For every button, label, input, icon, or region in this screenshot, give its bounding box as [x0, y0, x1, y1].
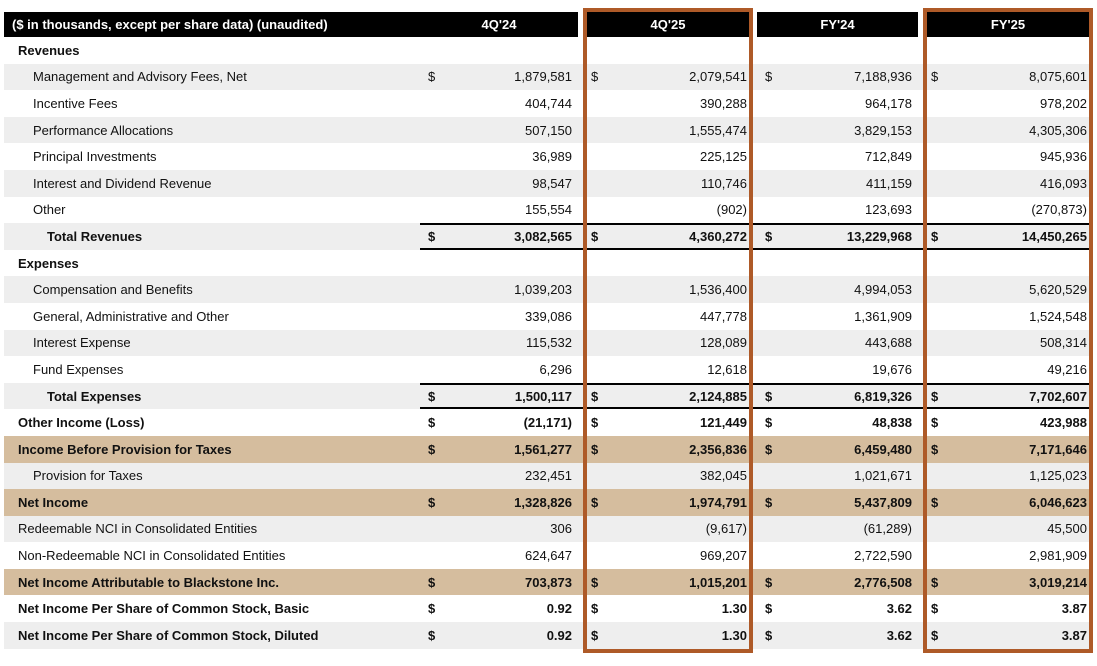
table-row	[4, 516, 1093, 543]
dollar-sign: $	[931, 494, 939, 510]
cell-value: 5,620,529	[1029, 282, 1087, 298]
value-cell-fy25	[923, 489, 1093, 516]
cell-value: 6,819,326	[854, 388, 912, 404]
cell-value: 1,561,277	[514, 441, 572, 457]
value-cell-4q24	[420, 516, 578, 543]
value-cell-fy25	[923, 90, 1093, 117]
cell-value: 3.87	[1061, 601, 1087, 617]
table-body	[4, 37, 1093, 649]
row-label: Compensation and Benefits	[33, 282, 193, 298]
cell-value: 36,989	[532, 149, 572, 165]
cell-value: (61,289)	[863, 521, 912, 537]
cell-value: 0.92	[546, 627, 572, 643]
row-label: Expenses	[18, 255, 79, 271]
dollar-sign: $	[931, 627, 939, 643]
cell-value: 8,075,601	[1029, 69, 1087, 85]
value-cell-fy24	[757, 409, 918, 436]
cell-value: 2,124,885	[689, 388, 747, 404]
cell-value: 306	[550, 521, 572, 537]
value-cell-4q25	[583, 303, 753, 330]
cell-value: 1,536,400	[689, 282, 747, 298]
dollar-sign: $	[765, 574, 773, 590]
row-label: Total Expenses	[47, 388, 142, 404]
value-cell-4q25	[583, 436, 753, 463]
cell-value: 978,202	[1040, 95, 1087, 111]
cell-value: 121,449	[700, 415, 747, 431]
dollar-sign: $	[765, 627, 773, 643]
cell-value: 225,125	[700, 149, 747, 165]
value-cell-fy25	[923, 436, 1093, 463]
value-cell-fy25	[923, 463, 1093, 490]
value-cell-4q24	[420, 276, 578, 303]
cell-value: 3,829,153	[854, 122, 912, 138]
value-cell-fy25	[923, 37, 1093, 64]
value-cell-fy25	[923, 409, 1093, 436]
dollar-sign: $	[428, 388, 436, 404]
table-row	[4, 569, 1093, 596]
dollar-sign: $	[428, 494, 436, 510]
value-cell-4q25	[583, 117, 753, 144]
value-cell-4q24	[420, 383, 578, 410]
value-cell-fy25	[923, 330, 1093, 357]
value-cell-4q25	[583, 276, 753, 303]
table-row	[4, 622, 1093, 649]
dollar-sign: $	[931, 441, 939, 457]
cell-value: 3.62	[886, 627, 912, 643]
dollar-sign: $	[931, 69, 939, 85]
value-cell-fy24	[757, 622, 918, 649]
cell-value: (9,617)	[705, 521, 747, 537]
cell-value: 1,555,474	[689, 122, 747, 138]
table-row	[4, 117, 1093, 144]
value-cell-fy25	[923, 64, 1093, 91]
value-cell-fy25	[923, 197, 1093, 224]
value-cell-4q25	[583, 223, 753, 250]
value-cell-fy24	[757, 37, 918, 64]
cell-value: 1,524,548	[1029, 308, 1087, 324]
row-label: Non-Redeemable NCI in Consolidated Entities	[18, 548, 286, 564]
value-cell-4q25	[583, 170, 753, 197]
value-cell-4q24	[420, 356, 578, 383]
column-header-fy24: FY'24	[757, 12, 918, 37]
dollar-sign: $	[591, 574, 599, 590]
value-cell-4q24	[420, 436, 578, 463]
value-cell-4q24	[420, 223, 578, 250]
cell-value: 447,778	[700, 308, 747, 324]
row-label: Total Revenues	[47, 228, 143, 244]
dollar-sign: $	[931, 415, 939, 431]
value-cell-4q24	[420, 303, 578, 330]
column-header-fy25: FY'25	[923, 12, 1093, 37]
value-cell-4q24	[420, 595, 578, 622]
cell-value: 508,314	[1040, 335, 1087, 351]
value-cell-4q24	[420, 622, 578, 649]
cell-value: 339,086	[525, 308, 572, 324]
cell-value: 128,089	[700, 335, 747, 351]
table-row	[4, 64, 1093, 91]
value-cell-fy25	[923, 356, 1093, 383]
value-cell-4q25	[583, 622, 753, 649]
value-cell-4q24	[420, 117, 578, 144]
row-label: Interest and Dividend Revenue	[33, 175, 212, 191]
cell-value: 404,744	[525, 95, 572, 111]
cell-value: 2,981,909	[1029, 548, 1087, 564]
cell-value: 123,693	[865, 202, 912, 218]
row-label: Revenues	[18, 42, 80, 58]
cell-value: 49,216	[1047, 361, 1087, 377]
value-cell-fy24	[757, 330, 918, 357]
cell-value: 411,159	[865, 175, 912, 191]
cell-value: 1,015,201	[689, 574, 747, 590]
cell-value: 2,722,590	[854, 548, 912, 564]
value-cell-fy24	[757, 303, 918, 330]
value-cell-fy24	[757, 117, 918, 144]
value-cell-4q24	[420, 197, 578, 224]
cell-value: 443,688	[865, 335, 912, 351]
cell-value: 232,451	[525, 468, 572, 484]
row-label: Interest Expense	[33, 335, 131, 351]
cell-value: 507,150	[525, 122, 572, 138]
cell-value: 7,188,936	[854, 69, 912, 85]
value-cell-4q25	[583, 383, 753, 410]
cell-value: 390,288	[700, 95, 747, 111]
value-cell-fy25	[923, 223, 1093, 250]
row-label: Redeemable NCI in Consolidated Entities	[18, 521, 258, 537]
value-cell-4q24	[420, 64, 578, 91]
cell-value: 3,019,214	[1029, 574, 1087, 590]
row-label: Net Income Per Share of Common Stock, Basic	[18, 601, 310, 617]
table-row	[4, 143, 1093, 170]
dollar-sign: $	[428, 441, 436, 457]
dollar-sign: $	[591, 69, 599, 85]
value-cell-fy25	[923, 569, 1093, 596]
value-cell-4q24	[420, 37, 578, 64]
table-row	[4, 436, 1093, 463]
value-cell-fy24	[757, 143, 918, 170]
value-cell-fy25	[923, 250, 1093, 277]
dollar-sign: $	[765, 388, 773, 404]
cell-value: 155,554	[525, 202, 572, 218]
value-cell-fy25	[923, 117, 1093, 144]
table-row	[4, 542, 1093, 569]
value-cell-fy24	[757, 170, 918, 197]
cell-value: 110,746	[700, 175, 747, 191]
cell-value: 2,079,541	[689, 69, 747, 85]
cell-value: 48,838	[872, 415, 912, 431]
value-cell-4q24	[420, 542, 578, 569]
value-cell-4q25	[583, 542, 753, 569]
column-header-4q25: 4Q'25	[583, 12, 753, 37]
value-cell-fy24	[757, 569, 918, 596]
value-cell-4q24	[420, 170, 578, 197]
cell-value: 3.87	[1061, 627, 1087, 643]
dollar-sign: $	[591, 494, 599, 510]
value-cell-4q24	[420, 569, 578, 596]
value-cell-4q25	[583, 595, 753, 622]
value-cell-4q24	[420, 489, 578, 516]
table-row	[4, 463, 1093, 490]
cell-value: 1,125,023	[1029, 468, 1087, 484]
value-cell-4q25	[583, 197, 753, 224]
cell-value: 0.92	[546, 601, 572, 617]
dollar-sign: $	[765, 228, 773, 244]
dollar-sign: $	[428, 627, 436, 643]
cell-value: 115,532	[525, 335, 572, 351]
value-cell-4q24	[420, 143, 578, 170]
section-row	[4, 250, 1093, 277]
table-row	[4, 276, 1093, 303]
table-row	[4, 170, 1093, 197]
cell-value: 423,988	[1040, 415, 1087, 431]
dollar-sign: $	[765, 494, 773, 510]
cell-value: 5,437,809	[854, 494, 912, 510]
dollar-sign: $	[428, 69, 436, 85]
row-label: Management and Advisory Fees, Net	[33, 69, 247, 85]
value-cell-4q25	[583, 463, 753, 490]
cell-value: 1,039,203	[514, 282, 572, 298]
value-cell-4q24	[420, 409, 578, 436]
value-cell-4q24	[420, 463, 578, 490]
cell-value: 1.30	[721, 601, 747, 617]
row-label: Other	[33, 202, 66, 218]
cell-value: 19,676	[872, 361, 912, 377]
table-row	[4, 223, 1093, 250]
column-header-4q24: 4Q'24	[420, 12, 578, 37]
value-cell-fy24	[757, 250, 918, 277]
dollar-sign: $	[931, 574, 939, 590]
cell-value: 969,207	[700, 548, 747, 564]
table-row	[4, 595, 1093, 622]
table-row	[4, 303, 1093, 330]
cell-value: 3,082,565	[514, 228, 572, 244]
dollar-sign: $	[765, 441, 773, 457]
cell-value: 1,879,581	[514, 69, 572, 85]
cell-value: 2,776,508	[854, 574, 912, 590]
row-label: Other Income (Loss)	[18, 415, 145, 431]
cell-value: 1,974,791	[689, 494, 747, 510]
dollar-sign: $	[931, 388, 939, 404]
cell-value: (902)	[716, 202, 747, 218]
cell-value: 4,305,306	[1029, 122, 1087, 138]
value-cell-4q25	[583, 569, 753, 596]
value-cell-4q24	[420, 90, 578, 117]
table-row	[4, 330, 1093, 357]
cell-value: 416,093	[1040, 175, 1087, 191]
row-label: Fund Expenses	[33, 361, 124, 377]
value-cell-fy24	[757, 90, 918, 117]
dollar-sign: $	[931, 228, 939, 244]
value-cell-fy24	[757, 197, 918, 224]
value-cell-fy25	[923, 303, 1093, 330]
cell-value: 945,936	[1040, 149, 1087, 165]
value-cell-fy24	[757, 356, 918, 383]
cell-value: 1,021,671	[854, 468, 912, 484]
row-label: Performance Allocations	[33, 122, 174, 138]
cell-value: 712,849	[865, 149, 912, 165]
cell-value: 1,500,117	[514, 388, 572, 404]
section-row	[4, 37, 1093, 64]
value-cell-fy25	[923, 542, 1093, 569]
value-cell-fy25	[923, 143, 1093, 170]
row-label: Income Before Provision for Taxes	[18, 441, 232, 457]
cell-value: 45,500	[1047, 521, 1087, 537]
value-cell-fy24	[757, 223, 918, 250]
cell-value: 703,873	[525, 574, 572, 590]
cell-value: 1.30	[721, 627, 747, 643]
value-cell-4q25	[583, 409, 753, 436]
value-cell-4q25	[583, 330, 753, 357]
value-cell-fy24	[757, 463, 918, 490]
dollar-sign: $	[428, 228, 436, 244]
row-label: Net Income Attributable to Blackstone Inc.	[18, 574, 280, 590]
value-cell-fy24	[757, 383, 918, 410]
value-cell-4q25	[583, 356, 753, 383]
cell-value: 4,994,053	[854, 282, 912, 298]
table-header-row	[4, 12, 1093, 37]
cell-value: 14,450,265	[1021, 228, 1087, 244]
value-cell-4q25	[583, 516, 753, 543]
row-label: Provision for Taxes	[33, 468, 143, 484]
dollar-sign: $	[591, 388, 599, 404]
value-cell-fy25	[923, 383, 1093, 410]
cell-value: 2,356,836	[689, 441, 747, 457]
value-cell-4q24	[420, 250, 578, 277]
row-label: Principal Investments	[33, 149, 157, 165]
value-cell-fy25	[923, 595, 1093, 622]
cell-value: 13,229,968	[846, 228, 912, 244]
dollar-sign: $	[428, 415, 436, 431]
cell-value: 6,459,480	[854, 441, 912, 457]
dollar-sign: $	[591, 441, 599, 457]
value-cell-fy24	[757, 489, 918, 516]
table-row	[4, 197, 1093, 224]
row-label: Net Income	[18, 494, 89, 510]
cell-value: 98,547	[532, 175, 572, 191]
row-label: Net Income Per Share of Common Stock, Diluted	[18, 627, 319, 643]
financial-table	[4, 12, 1093, 649]
value-cell-4q25	[583, 489, 753, 516]
cell-value: 7,171,646	[1029, 441, 1087, 457]
value-cell-fy24	[757, 276, 918, 303]
value-cell-4q25	[583, 90, 753, 117]
row-label: Incentive Fees	[33, 95, 118, 111]
value-cell-fy25	[923, 622, 1093, 649]
cell-value: 1,361,909	[854, 308, 912, 324]
value-cell-fy24	[757, 64, 918, 91]
table-title: ($ in thousands, except per share data) (unaudited)	[4, 12, 420, 37]
table-row	[4, 90, 1093, 117]
row-label: General, Administrative and Other	[33, 308, 229, 324]
dollar-sign: $	[428, 601, 436, 617]
value-cell-fy25	[923, 516, 1093, 543]
cell-value: 624,647	[525, 548, 572, 564]
cell-value: 12,618	[707, 361, 747, 377]
dollar-sign: $	[591, 415, 599, 431]
dollar-sign: $	[765, 601, 773, 617]
value-cell-fy24	[757, 436, 918, 463]
table-row	[4, 489, 1093, 516]
cell-value: 4,360,272	[689, 228, 747, 244]
cell-value: 6,296	[539, 361, 572, 377]
cell-value: 6,046,623	[1029, 494, 1087, 510]
dollar-sign: $	[765, 415, 773, 431]
cell-value: (270,873)	[1031, 202, 1087, 218]
value-cell-4q25	[583, 143, 753, 170]
value-cell-4q24	[420, 330, 578, 357]
dollar-sign: $	[428, 574, 436, 590]
value-cell-4q25	[583, 64, 753, 91]
dollar-sign: $	[931, 601, 939, 617]
cell-value: 7,702,607	[1029, 388, 1087, 404]
dollar-sign: $	[591, 228, 599, 244]
cell-value: (21,171)	[523, 415, 572, 431]
table-row	[4, 356, 1093, 383]
cell-value: 964,178	[865, 95, 912, 111]
value-cell-fy25	[923, 170, 1093, 197]
dollar-sign: $	[591, 601, 599, 617]
value-cell-fy24	[757, 542, 918, 569]
table-row	[4, 409, 1093, 436]
value-cell-4q25	[583, 37, 753, 64]
value-cell-fy24	[757, 595, 918, 622]
value-cell-fy25	[923, 276, 1093, 303]
value-cell-4q25	[583, 250, 753, 277]
value-cell-fy24	[757, 516, 918, 543]
cell-value: 382,045	[700, 468, 747, 484]
cell-value: 3.62	[886, 601, 912, 617]
table-row	[4, 383, 1093, 410]
dollar-sign: $	[765, 69, 773, 85]
cell-value: 1,328,826	[514, 494, 572, 510]
dollar-sign: $	[591, 627, 599, 643]
